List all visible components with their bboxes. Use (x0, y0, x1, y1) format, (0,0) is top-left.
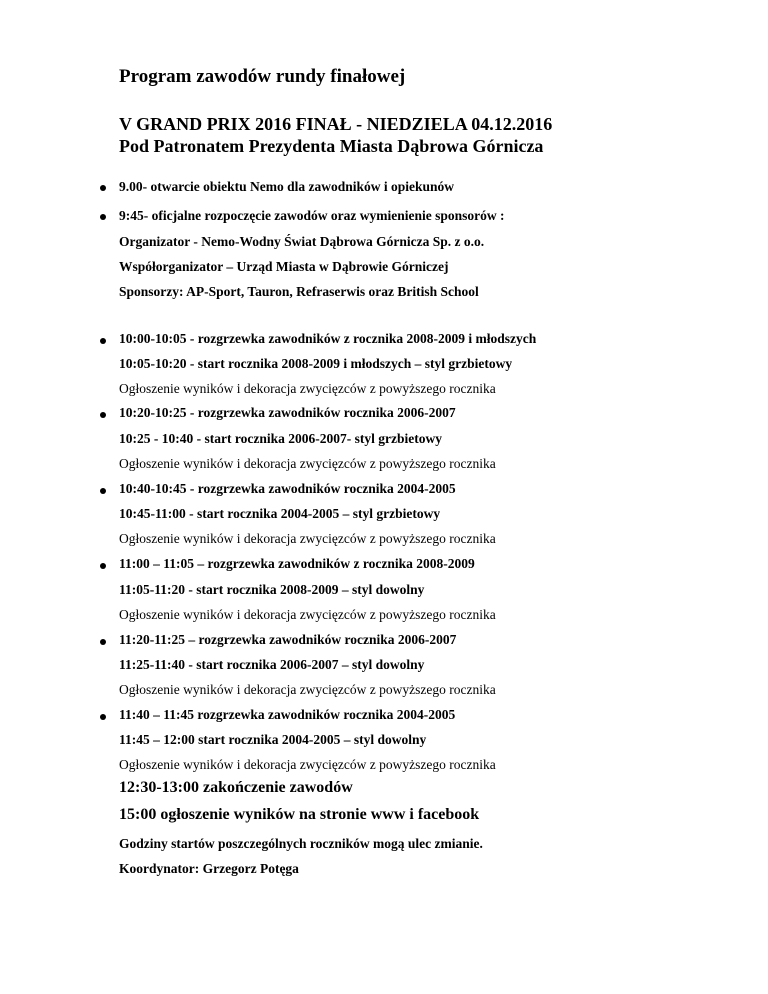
patronage-line: Pod Patronatem Prezydenta Miasta Dąbrowa Górnicza (119, 136, 544, 156)
bullet-icon (100, 412, 106, 418)
block-start: 10:05-10:20 - start rocznika 2008-2009 i młodszych – styl grzbietowy (119, 356, 513, 371)
bullet-icon (100, 563, 106, 569)
block-warmup: 10:20-10:25 - rozgrzewka zawodników rocznika 2006-2007 (119, 405, 456, 420)
block-start: 10:45-11:00 - start rocznika 2004-2005 – styl grzbietowy (119, 506, 441, 521)
block-results: Ogłoszenie wyników i dekoracja zwycięzców z powyższego rocznika (119, 682, 496, 697)
bullet-icon (100, 338, 106, 344)
intro-item-opening: 9.00- otwarcie obiektu Nemo dla zawodników i opiekunów (119, 179, 455, 194)
bullet-icon (100, 714, 106, 720)
document-title: Program zawodów rundy finałowej (119, 66, 406, 87)
bullet-icon (100, 185, 106, 191)
sponsors-line: Sponsorzy: AP-Sport, Tauron, Refraserwis oraz British School (119, 284, 479, 299)
block-results: Ogłoszenie wyników i dekoracja zwycięzców z powyższego rocznika (119, 531, 496, 546)
coordinator-line: Koordynator: Grzegorz Potęga (119, 861, 299, 876)
block-warmup: 11:20-11:25 – rozgrzewka zawodników rocznika 2006-2007 (119, 632, 457, 647)
block-warmup: 10:00-10:05 - rozgrzewka zawodników z rocznika 2008-2009 i młodszych (119, 331, 537, 346)
block-results: Ogłoszenie wyników i dekoracja zwycięzców z powyższego rocznika (119, 381, 496, 396)
block-warmup: 10:40-10:45 - rozgrzewka zawodników rocznika 2004-2005 (119, 481, 456, 496)
block-warmup: 11:00 – 11:05 – rozgrzewka zawodników z rocznika 2008-2009 (119, 556, 475, 571)
intro-item-ceremony: 9:45- oficjalne rozpoczęcie zawodów oraz wymienienie sponsorów : (119, 208, 505, 223)
block-results: Ogłoszenie wyników i dekoracja zwycięzców z powyższego rocznika (119, 456, 496, 471)
schedule-note: Godziny startów poszczególnych roczników mogą ulec zmianie. (119, 836, 483, 851)
block-results: Ogłoszenie wyników i dekoracja zwycięzców z powyższego rocznika (119, 757, 496, 772)
organizer-line: Organizator - Nemo-Wodny Świat Dąbrowa Górnicza Sp. z o.o. (119, 234, 485, 249)
block-start: 11:25-11:40 - start rocznika 2006-2007 – styl dowolny (119, 657, 425, 672)
bullet-icon (100, 214, 106, 220)
block-results: Ogłoszenie wyników i dekoracja zwycięzców z powyższego rocznika (119, 607, 496, 622)
event-line: V GRAND PRIX 2016 FINAŁ - NIEDZIELA 04.12.2016 (119, 114, 553, 134)
block-start: 10:25 - 10:40 - start rocznika 2006-2007- styl grzbietowy (119, 431, 442, 446)
block-start: 11:05-11:20 - start rocznika 2008-2009 – styl dowolny (119, 582, 425, 597)
announcement-line: 15:00 ogłoszenie wyników na stronie www i facebook (119, 806, 480, 823)
bullet-icon (100, 639, 106, 645)
block-start: 11:45 – 12:00 start rocznika 2004-2005 – styl dowolny (119, 732, 427, 747)
coorganizer-line: Współorganizator – Urząd Miasta w Dąbrowie Górniczej (119, 259, 449, 274)
block-warmup: 11:40 – 11:45 rozgrzewka zawodników rocznika 2004-2005 (119, 707, 456, 722)
bullet-icon (100, 488, 106, 494)
closing-line: 12:30-13:00 zakończenie zawodów (119, 779, 353, 796)
